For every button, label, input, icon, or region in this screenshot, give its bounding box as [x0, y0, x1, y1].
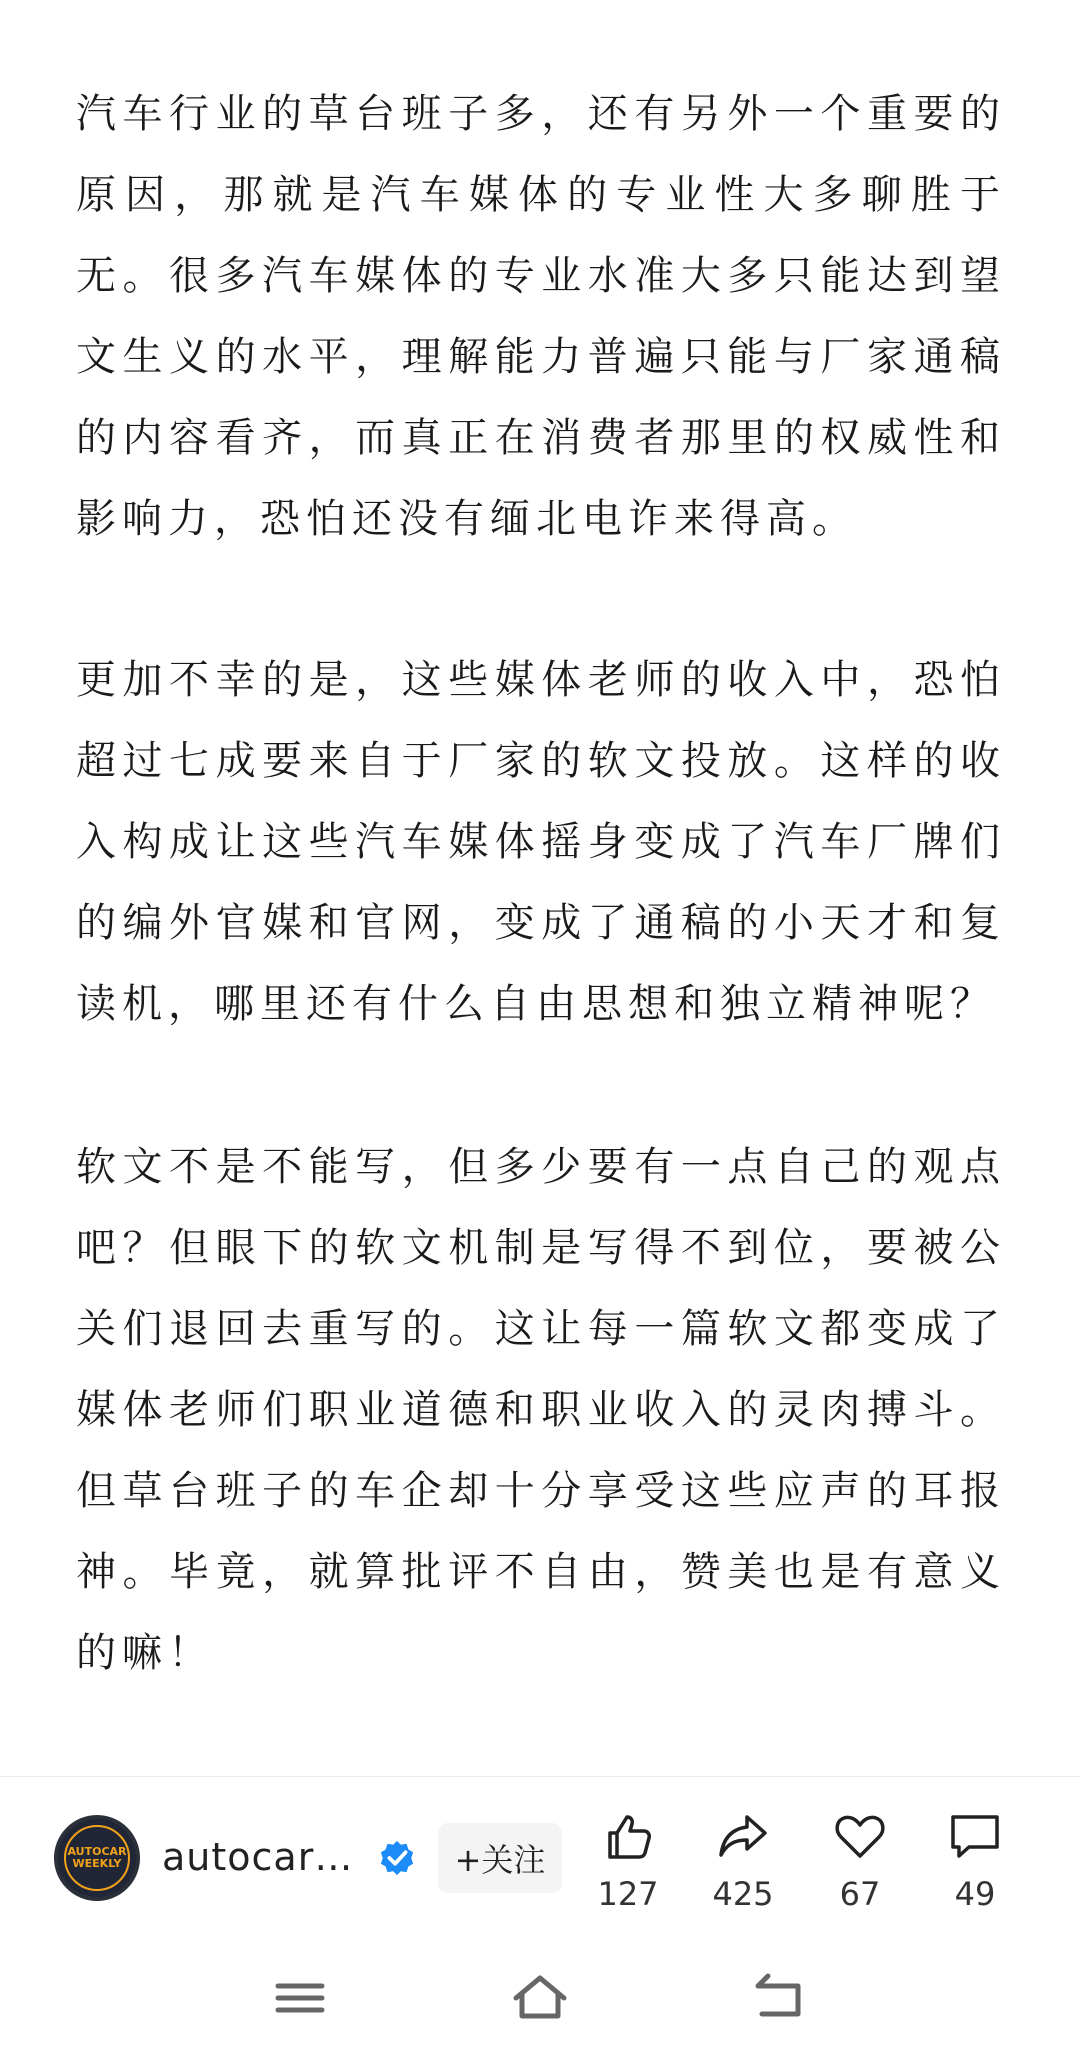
comment-button[interactable] [930, 1809, 1020, 1913]
avatar-ring [64, 1825, 130, 1891]
share-button[interactable] [698, 1809, 788, 1913]
article-paragraph-3: 软文不是不能写，但多少要有一点自己的观点吧？但眼下的软文机制是写得不到位，要被公关们退回去重写的。这让每一篇软文都变成了媒体老师们职业道德和职业收入的灵肉搏斗。但草台班子的车企却十分享受这些应声的耳报神。毕竟，就算批评不自由，赞美也是有意义的嘛！ [76, 1144, 1006, 1676]
share-arrow-icon [715, 1809, 771, 1865]
system-nav-bar [0, 1940, 1080, 2060]
like-button[interactable] [583, 1809, 673, 1913]
heart-icon [832, 1809, 888, 1865]
author-name[interactable]: autocar… [162, 1835, 354, 1879]
avatar-text-line2: WEEKLY [72, 1857, 122, 1870]
home-icon[interactable] [508, 1968, 572, 2028]
back-icon[interactable] [748, 1968, 812, 2028]
menu-icon[interactable] [268, 1968, 332, 2028]
favorite-count: 67 [839, 1875, 881, 1913]
avatar[interactable] [54, 1815, 140, 1901]
favorite-button[interactable] [815, 1809, 905, 1913]
article-paragraph-2: 更加不幸的是，这些媒体老师的收入中，恐怕超过七成要来自于厂家的软文投放。这样的收入构成让这些汽车媒体摇身变成了汽车厂牌们的编外官媒和官网，变成了通稿的小天才和复读机，哪里还有什么自由思想和独立精神呢？ [76, 657, 1006, 1027]
share-count: 425 [712, 1875, 774, 1913]
comment-count: 49 [954, 1875, 996, 1913]
comment-icon [947, 1809, 1003, 1865]
follow-button[interactable]: +关注 [438, 1823, 562, 1893]
article-paragraph-1: 汽车行业的草台班子多，还有另外一个重要的原因，那就是汽车媒体的专业性大多聊胜于无。很多汽车媒体的专业水准大多只能达到望文生义的水平，理解能力普遍只能与厂家通稿的内容看齐，而真正在消费者那里的权威性和影响力，恐怕还没有缅北电诈来得高。 [76, 91, 1006, 542]
verified-badge-icon [378, 1839, 416, 1877]
like-count: 127 [597, 1875, 659, 1913]
engagement-bar [0, 1776, 1080, 1913]
thumbs-up-icon [600, 1809, 656, 1865]
avatar-text-line1: AUTOCAR [67, 1845, 127, 1858]
